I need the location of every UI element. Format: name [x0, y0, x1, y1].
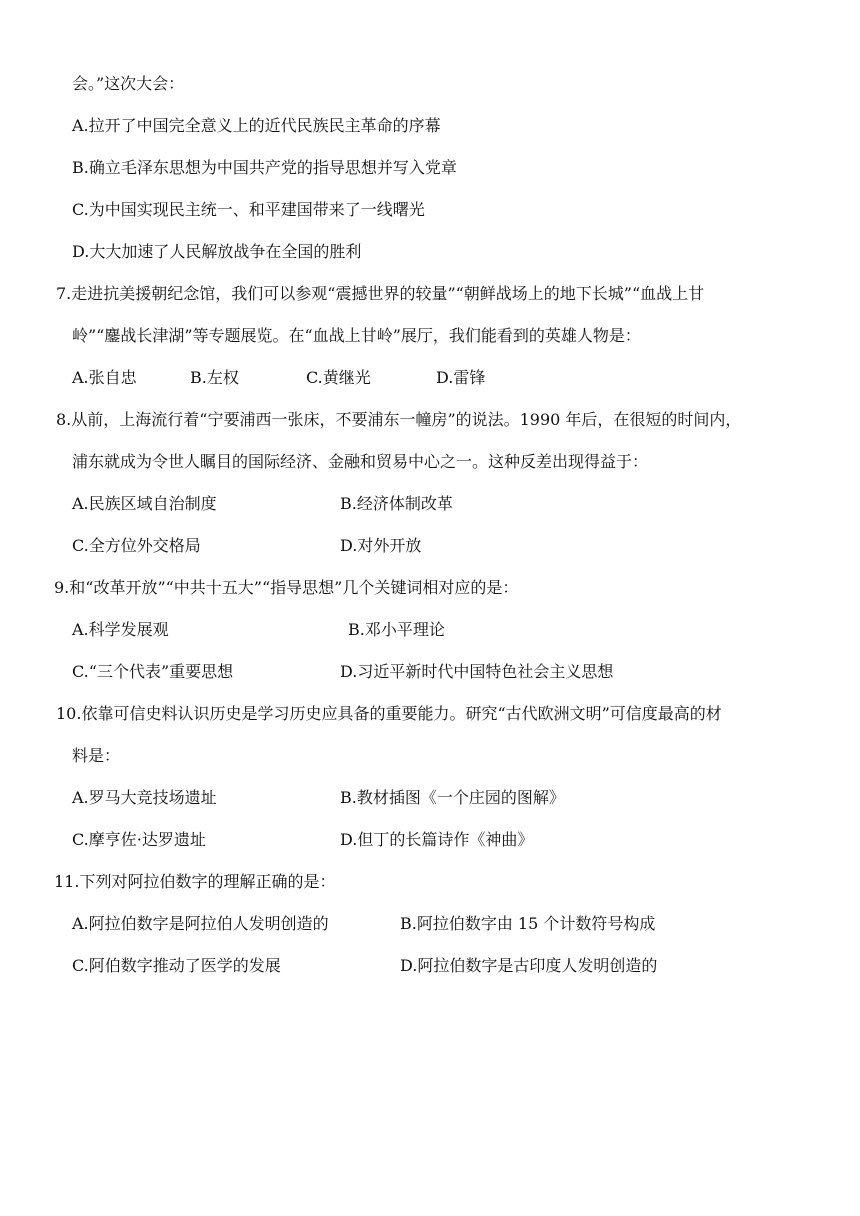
q8-stem-line2: 浦东就成为令世人瞩目的国际经济、金融和贸易中心之一。这种反差出现得益于：: [72, 452, 649, 471]
q8-option-d: D.对外开放: [340, 536, 422, 555]
q11-option-c: C.阿伯数字推动了医学的发展: [72, 956, 281, 975]
q7-stem-line1: 7.走进抗美援朝纪念馆，我们可以参观“震撼世界的较量”“朝鲜战场上的地下长城”“血战上甘: [56, 284, 705, 303]
q9-stem: 9.和“改革开放”“中共十五大”“指导思想”几个关键词相对应的是：: [54, 578, 519, 597]
q6-stem-tail: 会。”这次大会：: [72, 74, 185, 93]
q8-option-a: A.民族区域自治制度: [72, 494, 217, 513]
q7-option-d: D.雷锋: [436, 368, 486, 387]
q7-option-a: A.张自忠: [72, 368, 137, 387]
q7-option-b: B.左权: [190, 368, 239, 387]
q11-option-b: B.阿拉伯数字由 15 个计数符号构成: [400, 914, 656, 933]
q10-option-c: C.摩亨佐·达罗遗址: [72, 830, 206, 849]
q8-option-c: C.全方位外交格局: [72, 536, 201, 555]
q9-option-a: A.科学发展观: [72, 620, 169, 639]
q10-option-d: D.但丁的长篇诗作《神曲》: [340, 830, 534, 849]
q11-option-d: D.阿拉伯数字是古印度人发明创造的: [400, 956, 658, 975]
q6-option-c: C.为中国实现民主统一、和平建国带来了一线曙光: [72, 200, 425, 219]
q9-option-b: B.邓小平理论: [348, 620, 445, 639]
q8-stem-line1: 8.从前，上海流行着“宁要浦西一张床，不要浦东一幢房”的说法。1990 年后，在很短的时间内，: [56, 410, 742, 429]
q10-option-b: B.教材插图《一个庄园的图解》: [340, 788, 565, 807]
q6-option-d: D.大大加速了人民解放战争在全国的胜利: [72, 242, 362, 261]
q7-stem-line2: 岭”“鏖战长津湖”等专题展览。在“血战上甘岭”展厅，我们能看到的英雄人物是：: [72, 326, 641, 345]
q10-stem-line2: 料是：: [72, 746, 121, 765]
q10-stem-line1: 10.依靠可信史料认识历史是学习历史应具备的重要能力。研究“古代欧洲文明”可信度最高的材: [56, 704, 722, 723]
q11-option-a: A.阿拉伯数字是阿拉伯人发明创造的: [72, 914, 329, 933]
q6-option-b: B.确立毛泽东思想为中国共产党的指导思想并写入党章: [72, 158, 457, 177]
q7-option-c: C.黄继光: [306, 368, 371, 387]
q9-option-c: C.“三个代表”重要思想: [72, 662, 234, 681]
q8-option-b: B.经济体制改革: [340, 494, 453, 513]
q9-option-d: D.习近平新时代中国特色社会主义思想: [340, 662, 614, 681]
q6-option-a: A.拉开了中国完全意义上的近代民族民主革命的序幕: [72, 116, 441, 135]
q11-stem: 11.下列对阿拉伯数字的理解正确的是：: [54, 872, 336, 891]
q10-option-a: A.罗马大竞技场遗址: [72, 788, 217, 807]
